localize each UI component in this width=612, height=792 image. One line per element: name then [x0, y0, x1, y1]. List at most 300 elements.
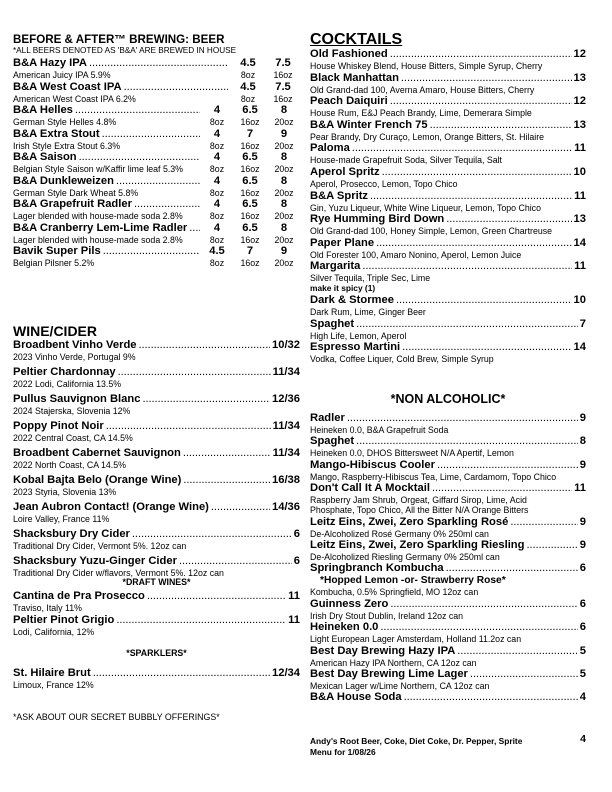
item-description	[310, 250, 586, 260]
menu-item-row	[13, 614, 300, 627]
menu-item	[310, 341, 586, 364]
dot-leader	[356, 435, 578, 448]
size-label: 16oz	[240, 117, 260, 127]
size-label: 8oz	[209, 187, 225, 198]
item-description	[310, 552, 586, 562]
menu-item-row	[310, 645, 586, 658]
item-description	[13, 460, 300, 470]
item-price: 14/36	[272, 501, 300, 513]
menu-item-row	[310, 95, 586, 108]
menu-item-row	[310, 260, 586, 273]
menu-item-row	[310, 142, 586, 155]
price-small: 4.5	[240, 80, 256, 93]
item-description-text: Loire Valley, France 11%	[13, 514, 110, 524]
item-description	[13, 680, 300, 690]
item-price: 9	[579, 458, 586, 471]
item-description	[310, 354, 586, 364]
menu-item	[310, 668, 586, 691]
item-name: Black Manhattan	[310, 71, 399, 84]
size-label: 20oz	[274, 117, 294, 127]
dot-leader	[401, 72, 572, 85]
item-description	[310, 425, 586, 435]
item-description	[310, 307, 586, 317]
menu-item-row	[13, 555, 300, 568]
menu-item	[310, 621, 586, 644]
item-description	[310, 226, 586, 236]
item-description-text: Mango, Raspberry-Hibiscus Tea, Lime, Cardamom, Topo Chico	[310, 471, 557, 482]
size-label: 20oz	[274, 164, 294, 174]
item-description	[310, 634, 586, 644]
price-medium: 7	[246, 245, 254, 257]
price-small: 4.5	[209, 245, 225, 257]
item-description-text: De-Alcoholized Riesling Germany 0% 250ml can	[310, 552, 500, 562]
item-description-text: Mexican Lager w/Lime Northern, CA 12oz can	[310, 681, 490, 691]
dot-leader	[93, 667, 270, 680]
size-label: 16oz	[273, 70, 293, 80]
item-name: Jean Aubron Contact! (Orange Wine)	[13, 501, 209, 513]
item-price: 11	[574, 260, 586, 273]
item-price: 12/34	[272, 667, 300, 679]
item-prices	[202, 151, 300, 164]
size-label: 8oz	[209, 140, 225, 151]
menu-item	[13, 222, 300, 245]
dot-leader	[118, 366, 271, 379]
size-label: 8oz	[209, 211, 225, 221]
item-description-text: American Juicy IPA 5.9%	[13, 70, 111, 80]
item-price: 11	[574, 482, 586, 495]
dot-leader	[189, 222, 200, 235]
item-name: Pullus Sauvignon Blanc	[13, 393, 141, 405]
price-small: 4	[213, 127, 221, 140]
dot-leader	[526, 539, 577, 552]
menu-item	[13, 245, 300, 268]
dot-leader	[390, 598, 577, 611]
item-description	[13, 141, 300, 151]
menu-item	[310, 95, 586, 118]
menu-item	[13, 614, 300, 637]
item-description	[310, 681, 586, 691]
item-price: 6	[579, 597, 586, 610]
item-description	[310, 448, 586, 458]
item-description	[13, 235, 300, 245]
item-name: B&A Saison	[13, 151, 77, 163]
menu-item	[310, 237, 586, 260]
item-name: B&A Dunkleweizen	[13, 174, 114, 187]
item-price: 5	[579, 644, 586, 657]
price-medium: 6.5	[242, 221, 258, 234]
dot-leader	[211, 501, 270, 514]
menu-item	[310, 562, 586, 597]
menu-item	[310, 412, 586, 435]
item-price: 11	[288, 590, 300, 602]
dot-leader	[457, 645, 577, 658]
item-name: Peltier Chardonnay	[13, 366, 116, 378]
bubbly-note: *ASK ABOUT OUR SECRET BUBBLY OFFERINGS*	[13, 712, 220, 722]
item-price: 6	[293, 528, 300, 540]
item-description	[13, 188, 300, 198]
item-name: Bavik Super Pils	[13, 245, 101, 257]
menu-item-row	[310, 318, 586, 331]
dot-leader	[376, 237, 571, 250]
dot-leader	[390, 48, 572, 61]
item-name: Kobal Bajta Belo (Orange Wine)	[13, 474, 182, 486]
item-description	[310, 611, 586, 621]
menu-item-row	[310, 598, 586, 611]
item-price: 12	[573, 95, 586, 108]
size-label: 16oz	[240, 164, 260, 174]
item-name: Leitz Eins, Zwei, Zero Sparkling Riesling	[310, 539, 525, 551]
sparklers-header: *SPARKLERS*	[126, 648, 187, 658]
item-price: 14	[573, 341, 586, 354]
item-name: Espresso Martini	[310, 341, 401, 354]
item-description-text: Kombucha, 0.5% Springfield, MO 12oz can	[310, 587, 479, 598]
item-price: 11	[288, 614, 300, 626]
menu-item-row	[310, 412, 586, 425]
item-name: Broadbent Cabernet Sauvignon	[13, 447, 181, 459]
menu-item	[13, 447, 300, 470]
item-description	[13, 514, 300, 524]
size-labels	[202, 117, 300, 127]
menu-item-row	[310, 237, 586, 250]
item-description	[310, 495, 586, 505]
dot-leader	[183, 447, 271, 460]
size-label: 8oz	[209, 117, 225, 127]
item-description-text: Old Grand-dad 100, Honey Simple, Lemon, Green Chartreuse	[310, 226, 553, 237]
item-name: Old Fashioned	[310, 48, 388, 60]
size-label: 16oz	[240, 234, 260, 245]
wine-section-title: WINE/CIDER	[13, 323, 97, 339]
item-description-text: 2024 Stajerska, Slovenia 12%	[13, 406, 131, 416]
item-description-text: Lager blended with house-made soda 2.8%	[13, 234, 183, 245]
item-name: B&A West Coast IPA	[13, 80, 122, 93]
item-name: Broadbent Vinho Verde	[13, 339, 137, 351]
item-description	[13, 627, 300, 637]
price-medium: 6.5	[242, 174, 258, 187]
price-large: 9	[280, 127, 288, 140]
item-name: Guinness Zero	[310, 597, 389, 610]
size-label: 16oz	[240, 211, 260, 221]
item-price: 10/32	[272, 339, 300, 351]
item-name: Springbranch Kombucha	[310, 562, 444, 575]
menu-item-row	[310, 459, 586, 472]
item-name: Peach Daiquiri	[310, 95, 388, 108]
item-price: 12	[573, 48, 586, 60]
dot-leader	[362, 260, 572, 273]
dot-leader	[116, 175, 200, 188]
dot-leader	[142, 393, 270, 406]
price-large: 8	[280, 174, 288, 187]
menu-item	[13, 590, 300, 613]
price-small: 4	[213, 151, 221, 163]
menu-item-row	[13, 447, 300, 460]
item-price: 7	[579, 317, 586, 330]
item-name: Spaghet	[310, 435, 355, 448]
menu-item	[310, 482, 586, 515]
dot-leader	[134, 198, 200, 211]
item-prices	[202, 128, 300, 141]
price-medium: 6.5	[242, 104, 258, 116]
menu-item	[310, 260, 586, 293]
size-labels	[202, 141, 300, 151]
dot-leader	[89, 57, 228, 70]
cocktails-section-title: COCKTAILS	[310, 31, 403, 48]
item-description-text: House Whiskey Blend, House Bitters, Simple Syrup, Cherry	[310, 61, 543, 71]
dot-leader	[404, 691, 578, 704]
menu-item	[13, 104, 300, 127]
menu-item-row	[310, 691, 586, 704]
dot-leader	[132, 528, 292, 541]
item-description-text: 2023 Vinho Verde, Portugal 9%	[13, 352, 136, 362]
item-description-text: Vodka, Coffee Liquer, Cold Brew, Simple Syrup	[310, 354, 494, 365]
item-name: B&A Extra Stout	[13, 127, 100, 140]
size-label: 16oz	[240, 258, 260, 268]
dot-leader	[139, 339, 271, 352]
dot-leader	[396, 294, 572, 307]
item-description	[13, 487, 300, 497]
dot-leader	[446, 562, 578, 575]
item-description-text: Lodi, California, 12%	[13, 627, 95, 637]
menu-item	[310, 318, 586, 341]
menu-item-row	[310, 539, 586, 552]
menu-item-row	[13, 528, 300, 541]
item-price: 6	[579, 621, 586, 634]
menu-item	[310, 142, 586, 165]
menu-item	[310, 691, 586, 704]
item-description-text: 2023 Styria, Slovenia 13%	[13, 487, 117, 497]
item-price: 11	[574, 142, 586, 155]
menu-item	[310, 459, 586, 482]
menu-item	[13, 555, 300, 578]
item-price: 11	[574, 189, 586, 202]
item-description-text: German Style Helles 4.8%	[13, 117, 117, 127]
menu-item-row	[310, 190, 586, 203]
menu-item	[310, 213, 586, 236]
item-extra-option: make it spicy (1)	[310, 283, 376, 294]
item-description-text: Lager blended with house-made soda 2.8%	[13, 211, 183, 221]
price-small: 4	[213, 221, 221, 234]
item-price: 10	[573, 166, 586, 178]
item-description	[13, 94, 300, 104]
item-price: 9	[579, 412, 586, 424]
item-price: 10	[573, 294, 586, 306]
dot-leader	[402, 341, 571, 354]
item-description	[310, 658, 586, 668]
item-prices	[202, 222, 300, 235]
price-small: 4	[213, 104, 221, 116]
menu-date: Menu for 1/08/26	[310, 747, 376, 757]
item-description-text: De-Alcoholized Rosé Germany 0% 250ml can	[310, 528, 489, 539]
dot-leader	[103, 245, 200, 258]
menu-item	[13, 339, 300, 362]
dot-leader	[106, 420, 271, 433]
item-description-text: Raspberry Jam Shrub, Orgeat, Giffard Sirop, Lime, Acid	[310, 495, 527, 506]
menu-item	[310, 539, 586, 562]
price-small: 4	[213, 198, 221, 210]
item-description-text: American Hazy IPA Northern, CA 12oz can	[310, 657, 477, 668]
item-description-text: Limoux, France 12%	[13, 680, 94, 690]
dot-leader	[116, 614, 286, 627]
size-label: 8oz	[209, 234, 225, 245]
dot-leader	[183, 474, 270, 487]
item-description-text: Traviso, Italy 11%	[13, 603, 82, 613]
dot-leader	[352, 142, 572, 155]
item-name: Spaghet	[310, 317, 355, 330]
item-price: 11/34	[272, 447, 300, 459]
price-large: 9	[280, 245, 288, 257]
menu-item-row	[13, 245, 300, 258]
item-description	[310, 155, 586, 165]
menu-item-row	[13, 393, 300, 406]
item-name: Shacksbury Dry Cider	[13, 528, 130, 540]
item-price: 12/36	[272, 393, 300, 405]
item-name: Aperol Spritz	[310, 166, 380, 178]
soda-price: 4	[580, 733, 586, 745]
item-name: Peltier Pinot Grigio	[13, 614, 115, 626]
item-price: 13	[573, 213, 586, 226]
size-label: 20oz	[274, 211, 294, 221]
price-medium: 7.5	[275, 57, 291, 69]
item-name: B&A Cranberry Lem-Lime Radler	[13, 221, 188, 234]
item-name: Paloma	[310, 142, 350, 155]
menu-item-row	[310, 166, 586, 179]
item-description	[13, 258, 300, 268]
size-labels	[202, 188, 300, 198]
item-name: B&A House Soda	[310, 691, 402, 704]
size-label: 16oz	[240, 140, 260, 151]
soda-list: Andy's Root Beer, Coke, Diet Coke, Dr. Pepper, Sprite	[310, 736, 523, 746]
size-label: 8oz	[209, 258, 225, 268]
item-description-text: Belgian Pilsner 5.2%	[13, 258, 95, 268]
menu-item-row	[13, 151, 300, 164]
dot-leader	[510, 516, 577, 529]
item-prices	[202, 175, 300, 188]
menu-item	[13, 393, 300, 416]
item-name: Best Day Brewing Lime Lager	[310, 668, 468, 680]
dot-leader	[147, 590, 286, 603]
menu-item-row	[13, 339, 300, 352]
menu-item-row	[13, 128, 300, 141]
item-description	[310, 203, 586, 213]
menu-item	[310, 598, 586, 621]
size-label: 20oz	[274, 187, 294, 198]
item-price: 5	[579, 668, 586, 680]
menu-item	[310, 516, 586, 539]
menu-item-row	[13, 590, 300, 603]
item-subheading: *Hopped Lemon -or- Strawberry Rose*	[320, 575, 506, 587]
price-large: 8	[280, 198, 288, 210]
size-label: 20oz	[274, 140, 294, 151]
item-description-text: House Rum, E&J Peach Brandy, Lime, Demerara Simple	[310, 108, 532, 119]
non-alcoholic-section-title: *NON ALCOHOLIC*	[390, 392, 506, 406]
menu-item-row	[310, 119, 586, 132]
item-description	[310, 61, 586, 71]
item-name: Don't Call It A Mocktail	[310, 482, 430, 495]
item-name: Paper Plane	[310, 236, 375, 249]
item-description-text: 2022 North Coast, CA 14.5%	[13, 460, 126, 470]
item-name: Cantina de Pra Prosecco	[13, 590, 145, 602]
item-price: 9	[579, 539, 586, 551]
menu-item	[310, 119, 586, 142]
menu-item-row	[310, 668, 586, 681]
item-name: B&A Spritz	[310, 189, 369, 202]
item-description	[13, 433, 300, 443]
menu-item	[13, 198, 300, 221]
dot-leader	[370, 190, 572, 203]
dot-leader	[75, 104, 200, 117]
menu-item-row	[13, 198, 300, 211]
item-price: 9	[579, 515, 586, 528]
size-labels	[230, 70, 300, 80]
menu-item	[13, 175, 300, 198]
item-price: 13	[573, 118, 586, 131]
item-description-text: Traditional Dry Cider w/flavors, Vermont 5%. 12oz can	[13, 568, 224, 578]
item-description	[13, 117, 300, 127]
menu-item-row	[310, 341, 586, 354]
size-label: 16oz	[240, 187, 260, 198]
menu-item-row	[13, 222, 300, 235]
item-description	[13, 70, 300, 80]
item-description	[13, 164, 300, 174]
menu-item-row	[310, 48, 586, 61]
item-price: 14	[573, 236, 586, 249]
menu-item-row	[310, 435, 586, 448]
menu-item	[310, 645, 586, 668]
item-prices	[202, 104, 300, 117]
menu-item-row	[13, 366, 300, 379]
dot-leader	[347, 412, 578, 425]
item-description	[310, 179, 586, 189]
item-price: 13	[573, 71, 586, 84]
item-description-text: Belgian Style Saison w/Kaffir lime leaf 5.3%	[13, 164, 183, 174]
item-description-text: Silver Tequila, Triple Sec, Lime	[310, 273, 431, 284]
item-description-text: 2022 Central Coast, CA 14.5%	[13, 433, 133, 443]
item-price: 6	[293, 555, 300, 567]
item-name: B&A Grapefruit Radler	[13, 198, 132, 210]
size-label: 20oz	[274, 234, 294, 245]
menu-item-row	[310, 562, 586, 575]
dot-leader	[79, 151, 200, 164]
item-name: Heineken 0.0	[310, 621, 379, 634]
item-description	[310, 331, 586, 341]
size-labels	[202, 164, 300, 174]
item-name: Poppy Pinot Noir	[13, 420, 104, 432]
price-small: 4	[213, 174, 221, 187]
menu-item	[13, 420, 300, 443]
item-name: Best Day Brewing Hazy IPA	[310, 644, 456, 657]
item-name: St. Hilaire Brut	[13, 667, 91, 679]
menu-item-row	[310, 621, 586, 634]
item-price: 6	[579, 562, 586, 575]
item-description-text: Dark Rum, Lime, Ginger Beer	[310, 307, 426, 317]
item-name: Shacksbury Yuzu-Ginger Cider	[13, 555, 177, 567]
draft-wines-header: *DRAFT WINES*	[122, 577, 191, 587]
size-labels	[202, 258, 300, 268]
menu-item	[310, 190, 586, 213]
dot-leader	[470, 668, 578, 681]
menu-item-row	[310, 294, 586, 307]
item-description-text: Pear Brandy, Dry Curaço, Lemon, Orange Bitters, St. Hilaire	[310, 131, 545, 142]
dot-leader	[432, 482, 572, 495]
dot-leader	[179, 555, 292, 568]
item-description	[310, 587, 586, 597]
menu-item	[13, 501, 300, 524]
item-name: Radler	[310, 412, 345, 424]
item-price: 4	[579, 691, 586, 704]
item-description	[310, 132, 586, 142]
menu-item	[13, 81, 300, 104]
item-description	[13, 603, 300, 613]
menu-item-row	[13, 501, 300, 514]
